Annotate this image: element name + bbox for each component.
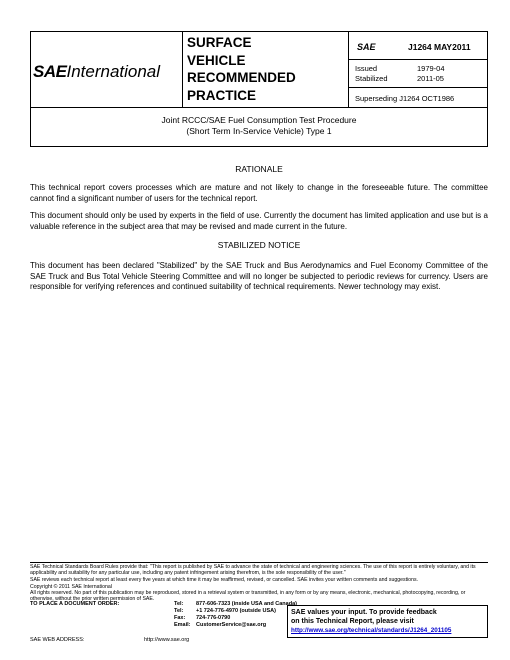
copyright-notice: Copyright © 2011 SAE International: [30, 584, 112, 590]
doc-number-row: [349, 32, 487, 60]
header-table: [30, 31, 488, 108]
tel-domestic: 877-606-7323 (inside USA and Canada): [196, 601, 297, 607]
footer-divider: [30, 562, 488, 563]
issued-label: Issued: [355, 64, 378, 73]
rationale-paragraph-2: This document should only be used by experts in the field of use. Currently the document has limited application and use but is a valuable reference in the subject area that may be revised and made current in the future.: [30, 211, 488, 231]
order-label: TO PLACE A DOCUMENT ORDER:: [30, 601, 120, 607]
rationale-paragraph-1: This technical report covers processes which are mature and not likely to change in the foreseeable future. The committee cannot find a significant number of users for the technical report.: [30, 183, 488, 203]
fax-number: 724-776-0790: [196, 615, 231, 621]
document-subtitle: Joint RCCC/SAE Fuel Consumption Test Procedure (Short Term In-Service Vehicle) Type 1: [30, 108, 488, 147]
feedback-link[interactable]: http://www.sae.org/technical/standards/J1264_201105: [291, 627, 452, 634]
issued-value: 1979-04: [417, 64, 445, 73]
web-address-label: SAE WEB ADDRESS:: [30, 637, 85, 643]
web-address-value: http://www.sae.org: [144, 637, 190, 643]
sae-mark: SAE: [357, 42, 376, 52]
superseding-note: Superseding J1264 OCT1986: [355, 94, 455, 103]
stabilized-value: 2011-05: [417, 74, 444, 83]
tel-international: +1 724-776-4970 (outside USA): [196, 608, 276, 614]
stabilized-notice-heading: STABILIZED NOTICE: [217, 240, 301, 250]
rationale-heading: RATIONALE: [235, 164, 283, 174]
email-address: CustomerService@sae.org: [196, 622, 267, 628]
review-policy: SAE reviews each technical report at least every five years at which time it may be reaffirmed, revised, or cancelled. SAE invites your written comments and suggestions.: [30, 577, 418, 583]
standards-board-rules: SAE Technical Standards Board Rules provide that: "This report is published by SAE to advance the state of technical and engineering sciences. The use of this report is entirely voluntary, and its applicability and suitability for any particular use, including any patent infringement arising therefrom, is the sole responsibility of the user.": [30, 564, 476, 577]
stabilized-notice-paragraph: This document has been declared "Stabilized" by the SAE Truck and Bus Aerodynamics and Fuel Economy Committee of the SAE Truck and Bus Total Vehicle Steering Committee and will no longer be subjected to periodic reviews for currency. Users are responsible for verifying references and continued suitability of technical requirements. Newer technology may exist.: [30, 261, 488, 291]
document-number: J1264 MAY2011: [408, 42, 471, 52]
logo-cell: [31, 32, 183, 107]
metadata-cell: [349, 32, 487, 107]
title-cell: [183, 32, 349, 107]
stabilized-label: Stabilized: [355, 74, 388, 83]
feedback-box: SAE values your input. To provide feedback on this Technical Report, please visit http://www.sae.org/technical/standards/J1264_201105: [287, 605, 488, 638]
dates-row: [349, 60, 487, 88]
document-page: SAEInternational SURFACE VEHICLE RECOMMENDED PRACTICE SAE J1264 MAY2011 Issued 1979-04 Stabilized 2011-05 Superseding J1264 OCT1986 Joint RCCC/SAE Fuel Consumption Test Procedure (Short Term In-Service Vehicle) Type 1 RATIONALE This technical report covers processes which are mature and not likely to change in the foreseeable future. The committee cannot find a significant number of users for the technical report. This document should only be used by experts in the field of use. Currently the document has limited application and use but is a valuable reference in the subject area that may be revised and made current in the future. STABILIZED NOTICE This document has been declared "Stabilized" by the SAE Truck and Bus Aerodynamics and Fuel Economy Committee of the SAE Truck and Bus Total Vehicle Steering Committee and will no longer be subjected to periodic reviews for currency. Users are responsible for verifying references and continued suitability of technical requirements. Newer technology may exist. SAE Technical Standards Board Rules provide that: "This report is published by SAE to advance the state of technical and engineering sciences. The use of this report is entirely voluntary, and its applicability and suitability for any particular use, including any patent infringement arising therefrom, is the sole responsibility of the user." SAE reviews each technical report at least every five years at which time it may be reaffirmed, revised, or cancelled. SAE invites your written comments and suggestions. Copyright © 2011 SAE International All rights reserved. No part of this publication may be reproduced, stored in a retrieval system or transmitted, in any form or by any means, electronic, mechanical, photocopying, recording, or otherwise, without the prior written permission of SAE. TO PLACE A DOCUMENT ORDER: Tel: 877-606-7323 (inside USA and Canada) Tel: +1 724-776-4970 (outside USA) Fax: 724-776-0790 Email: CustomerService@sae.org SAE WEB ADDRESS: http://www.sae.org SAE values your input. To provide feedback on this Technical Report, please visit http://www.sae.org/technical/standards/J1264_201105: [0, 0, 510, 660]
sae-international-logo: SAEInternational: [33, 62, 161, 81]
rights-notice: All rights reserved. No part of this publication may be reproduced, stored in a retrieval system or transmitted, in any form or by any means, electronic, mechanical, photocopying, recording, or otherwise, without the prior written permission of SAE.: [30, 590, 466, 603]
document-type-title: SURFACE VEHICLE RECOMMENDED PRACTICE: [187, 35, 296, 103]
